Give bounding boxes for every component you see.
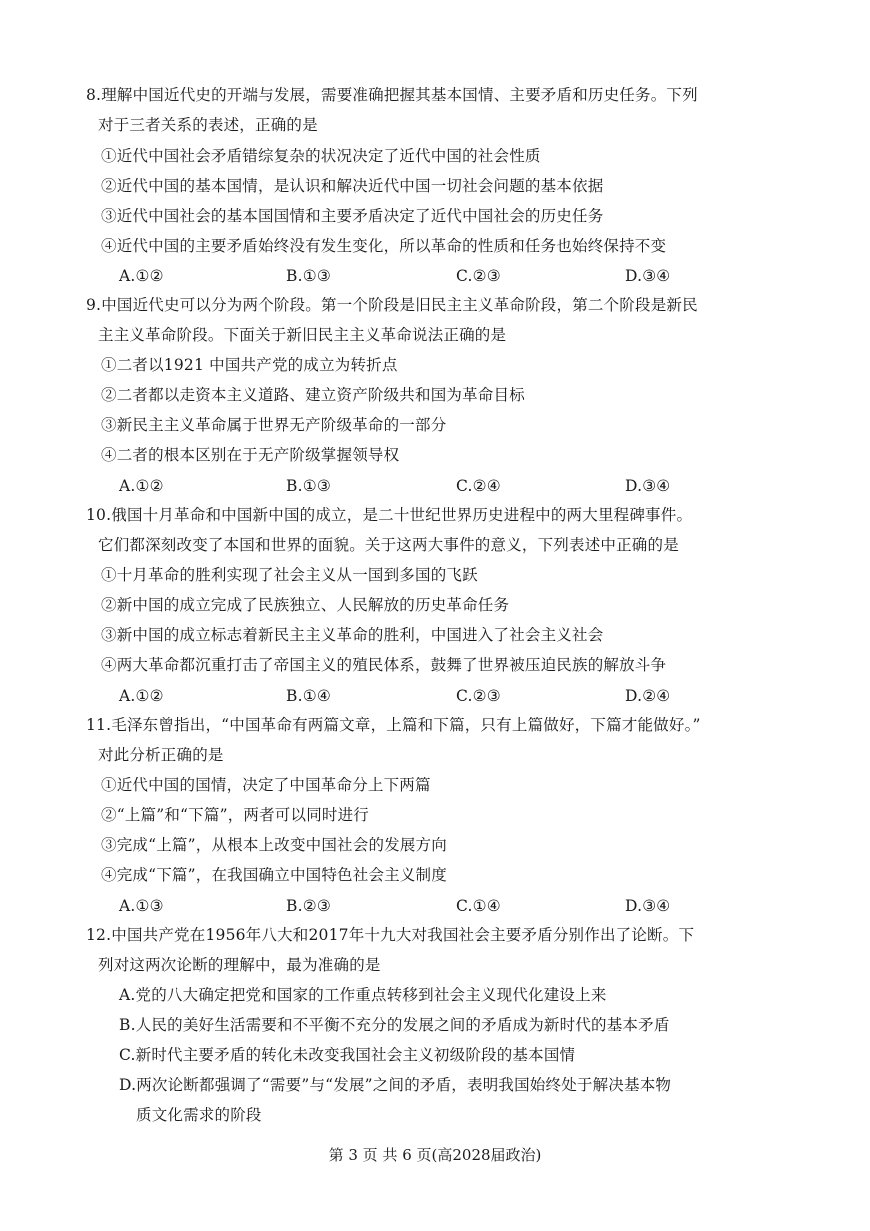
q11-statement-2: ②“上篇”和“下篇”，两者可以同时进行 bbox=[101, 806, 369, 824]
q8-statement-1: ①近代中国社会矛盾错综复杂的状况决定了近代中国的社会性质 bbox=[101, 147, 541, 165]
q11-stem-line-2: 对此分析正确的是 bbox=[98, 746, 224, 764]
q8-option-a[interactable]: A.①② bbox=[119, 267, 164, 285]
q8-statement-4: ④近代中国的主要矛盾始终没有发生变化，所以革命的性质和任务也始终保持不变 bbox=[101, 237, 667, 255]
q11-statement-4: ④完成“下篇”，在我国确立中国特色社会主义制度 bbox=[101, 866, 447, 884]
q11-option-b[interactable]: B.②③ bbox=[286, 897, 331, 915]
q10-option-c[interactable]: C.②③ bbox=[456, 687, 501, 705]
q10-statement-2: ②新中国的成立完成了民族独立、人民解放的历史革命任务 bbox=[101, 596, 510, 614]
q9-statement-1: ①二者以1921 中国共产党的成立为转折点 bbox=[101, 356, 398, 374]
q10-option-a[interactable]: A.①② bbox=[119, 687, 164, 705]
q12-option-b[interactable]: B.人民的美好生活需要和不平衡不充分的发展之间的矛盾成为新时代的基本矛盾 bbox=[119, 1016, 670, 1034]
q10-statement-1: ①十月革命的胜利实现了社会主义从一国到多国的飞跃 bbox=[101, 566, 478, 584]
q8-stem-line-1: 8.理解中国近代史的开端与发展，需要准确把握其基本国情、主要矛盾和历史任务。下列 bbox=[86, 86, 698, 104]
q12-option-d[interactable]: D.两次论断都强调了“需要”与“发展”之间的矛盾，表明我国始终处于解决基本物 bbox=[119, 1076, 672, 1094]
q12-option-a[interactable]: A.党的八大确定把党和国家的工作重点转移到社会主义现代化建设上来 bbox=[119, 986, 607, 1004]
q8-options bbox=[119, 266, 819, 286]
q12-stem-line-1: 12.中国共产党在1956年八大和2017年十九大对我国社会主要矛盾分别作出了论断。下 bbox=[86, 926, 695, 944]
q9-options bbox=[119, 476, 819, 496]
page-footer: 第 3 页 共 6 页(高2028届政治) bbox=[328, 1146, 542, 1164]
q10-stem-line-1: 10.俄国十月革命和中国新中国的成立，是二十世纪世界历史进程中的两大里程碑事件。 bbox=[86, 506, 693, 524]
q10-statement-3: ③新中国的成立标志着新民主主义革命的胜利，中国进入了社会主义社会 bbox=[101, 626, 604, 644]
q10-option-b[interactable]: B.①④ bbox=[286, 687, 331, 705]
q11-option-a[interactable]: A.①③ bbox=[119, 897, 164, 915]
q10-option-d[interactable]: D.②④ bbox=[625, 687, 671, 705]
q9-statement-3: ③新民主主义革命属于世界无产阶级革命的一部分 bbox=[101, 416, 447, 434]
q8-statement-2: ②近代中国的基本国情，是认识和解决近代中国一切社会问题的基本依据 bbox=[101, 177, 604, 195]
q9-stem-line-1: 9.中国近代史可以分为两个阶段。第一个阶段是旧民主主义革命阶段，第二个阶段是新民 bbox=[86, 296, 698, 314]
q9-stem-line-2: 主主义革命阶段。下面关于新旧民主主义革命说法正确的是 bbox=[98, 326, 507, 344]
q10-stem-line-2: 它们都深刻改变了本国和世界的面貌。关于这两大事件的意义，下列表述中正确的是 bbox=[98, 536, 679, 554]
q8-option-c[interactable]: C.②③ bbox=[456, 267, 501, 285]
q11-statement-3: ③完成“上篇”，从根本上改变中国社会的发展方向 bbox=[101, 836, 447, 854]
q11-option-c[interactable]: C.①④ bbox=[456, 897, 501, 915]
q11-option-d[interactable]: D.③④ bbox=[625, 897, 671, 915]
q9-statement-2: ②二者都以走资本主义道路、建立资产阶级共和国为革命目标 bbox=[101, 386, 525, 404]
q9-option-c[interactable]: C.②④ bbox=[456, 477, 501, 495]
q9-option-b[interactable]: B.①③ bbox=[286, 477, 331, 495]
q8-statement-3: ③近代中国社会的基本国国情和主要矛盾决定了近代中国社会的历史任务 bbox=[101, 207, 604, 225]
q9-option-a[interactable]: A.①② bbox=[119, 477, 164, 495]
q10-options bbox=[119, 686, 819, 706]
q12-option-d-cont: 质文化需求的阶段 bbox=[136, 1106, 262, 1124]
q9-statement-4: ④二者的根本区别在于无产阶级掌握领导权 bbox=[101, 446, 400, 464]
q8-option-b[interactable]: B.①③ bbox=[286, 267, 331, 285]
q11-stem-line-1: 11.毛泽东曾指出，“中国革命有两篇文章，上篇和下篇，只有上篇做好，下篇才能做好。” bbox=[86, 716, 701, 734]
q8-option-d[interactable]: D.③④ bbox=[625, 267, 671, 285]
q9-option-d[interactable]: D.③④ bbox=[625, 477, 671, 495]
q11-options bbox=[119, 896, 819, 916]
q11-statement-1: ①近代中国的国情，决定了中国革命分上下两篇 bbox=[101, 776, 431, 794]
q8-stem-line-2: 对于三者关系的表述，正确的是 bbox=[98, 116, 318, 134]
q10-statement-4: ④两大革命都沉重打击了帝国主义的殖民体系，鼓舞了世界被压迫民族的解放斗争 bbox=[101, 656, 667, 674]
q12-option-c[interactable]: C.新时代主要矛盾的转化未改变我国社会主义初级阶段的基本国情 bbox=[119, 1046, 576, 1064]
q12-stem-line-2: 列对这两次论断的理解中，最为准确的是 bbox=[98, 956, 381, 974]
